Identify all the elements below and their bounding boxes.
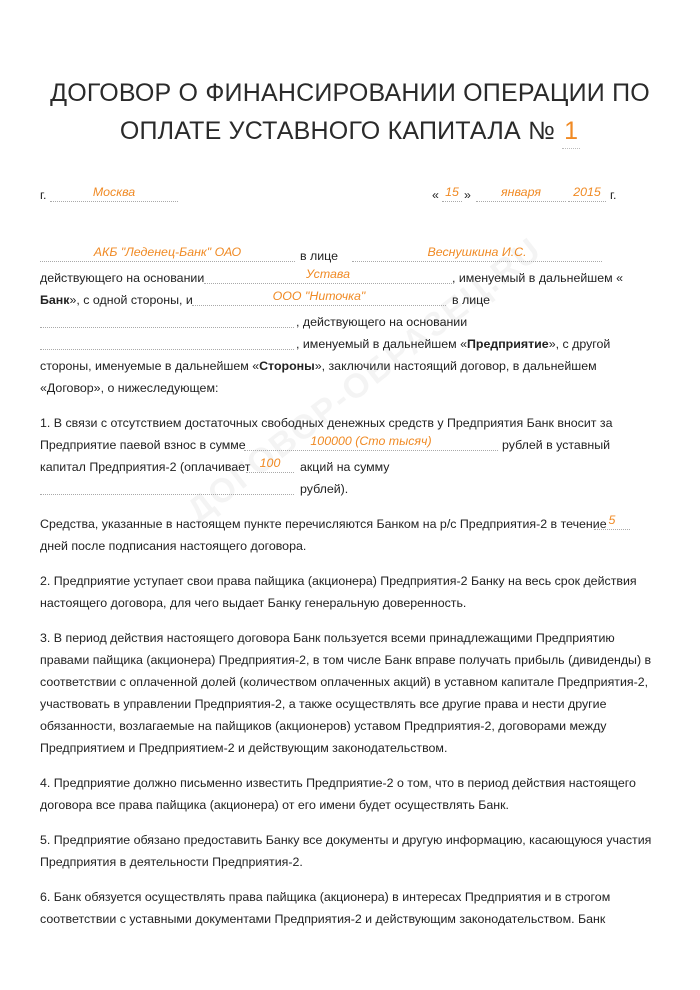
title-text: ОПЛАТЕ УСТАВНОГО КАПИТАЛА №	[119, 117, 555, 145]
p2-line-1: 2. Предприятие уступает свои права пайщика (акционера) Предприятия-2 Банку на весь срок действия	[40, 574, 637, 588]
p3-line-4: участвовать в управлении Предприятия-2, а также осуществлять все другие права и нести другие	[40, 697, 607, 711]
other-side-label: », с другой	[548, 337, 611, 351]
contract-number: 1	[564, 117, 579, 145]
city-field[interactable]: Москва	[50, 185, 178, 202]
contract-intro-line: «Договор», о нижеследующем:	[40, 381, 219, 395]
named-further-label: , именуемый в дальнейшем «	[452, 271, 623, 285]
p3-line-3: соответствии с оплаченной долей (количеством оплаченных акций) в уставном капитале Предприятия-2,	[40, 675, 649, 689]
named-further-label-2: , именуемый в дальнейшем «	[296, 337, 467, 351]
p1-line-3a: капитал Предприятия-2 (оплачивает	[40, 460, 251, 474]
company-rep-field[interactable]	[40, 311, 294, 328]
p1-line-6: дней после подписания настоящего договора.	[40, 539, 307, 553]
p1-line-2b: рублей в уставный	[502, 438, 611, 452]
bank-name-field[interactable]: АКБ "Леденец-Банк" ОАО	[40, 245, 295, 262]
in-person-label-2: в лице	[452, 293, 491, 307]
sides-prefix: стороны, именуемые в дальнейшем «	[40, 359, 260, 373]
year-field[interactable]: 2015	[568, 185, 606, 202]
p6-line-2: соответствии с уставными документами Предприятия-2 и действующим законодательством. Банк	[40, 912, 606, 926]
p1-line-1: 1. В связи с отсутствием достаточных свободных денежных средств у Предприятия Банк вносит за	[40, 416, 613, 430]
p4-line-1: 4. Предприятие должно письменно известить Предприятие-2 о том, что в период действия настоящего	[40, 776, 636, 790]
company-basis-field[interactable]	[40, 333, 294, 350]
acting-basis-label: действующего на основании	[40, 271, 205, 285]
bank-role-line	[40, 292, 193, 308]
p3-line-6: Предприятием и Предприятием-2 и действующим законодательством.	[40, 741, 448, 755]
shares-sum-field[interactable]	[40, 478, 294, 495]
title-line-2	[20, 114, 680, 149]
p3-line-5: обязанности, возлагаемые на пайщиков (акционеров) уставом Предприятия-2, договорами между	[40, 719, 607, 733]
amount-field[interactable]: 100000 (Сто тысяч)	[244, 434, 498, 451]
sides-line	[40, 358, 597, 374]
year-suffix: г.	[610, 188, 617, 202]
quote-close: »	[464, 188, 471, 202]
quote-open: «	[432, 188, 439, 202]
bank-basis-field[interactable]: Устава	[204, 267, 452, 284]
p1-line-3b: акций на сумму	[300, 460, 390, 474]
p5-line-1: 5. Предприятие обязано предоставить Банку все документы и другую информацию, касающуюся участия	[40, 833, 652, 847]
city-prefix: г.	[40, 188, 47, 202]
sides-label: Стороны	[259, 359, 315, 373]
p2-line-2: настоящего договора, для чего выдает Банку генеральную доверенность.	[40, 596, 467, 610]
p1-line-2a: Предприятие паевой взнос в сумме	[40, 438, 246, 452]
p1-line-5: Средства, указанные в настоящем пункте перечисляются Банком на р/с Предприятия-2 в течение	[40, 517, 607, 531]
bank-rep-field[interactable]: Веснушкина И.С.	[352, 245, 602, 262]
one-side-label: », с одной стороны, и	[69, 293, 193, 307]
in-person-label: в лице	[300, 249, 339, 263]
p5-line-2: Предприятия в деятельности Предприятия-2.	[40, 855, 303, 869]
company-label: Предприятие	[466, 337, 549, 351]
sides-suffix: », заключили настоящий договор, в дальнейшем	[314, 359, 597, 373]
company-name-field[interactable]: ООО "Ниточка"	[192, 289, 446, 306]
bank-label: Банк	[40, 293, 70, 307]
day-field[interactable]: 15	[442, 185, 462, 202]
month-field[interactable]: января	[476, 185, 566, 202]
title-line-1: ДОГОВОР О ФИНАНСИРОВАНИИ ОПЕРАЦИИ ПО	[50, 79, 650, 107]
p3-line-1: 3. В период действия настоящего договора Банк пользуется всеми принадлежащими Предприятию	[40, 631, 615, 645]
acting-basis-label-2: , действующего на основании	[296, 315, 468, 329]
company-role-line	[296, 336, 610, 352]
p1-line-4: рублей).	[300, 482, 349, 496]
days-field[interactable]: 5	[594, 513, 630, 530]
shares-field[interactable]: 100	[246, 456, 294, 473]
p4-line-2: договора все права пайщика (акционера) от его имени будет осуществлять Банк.	[40, 798, 509, 812]
p3-line-2: правами пайщика (акционера) Предприятия-2, в том числе Банк вправе получать прибыль (дивиденды) в	[40, 653, 652, 667]
p6-line-1: 6. Банк обязуется осуществлять права пайщика (акционера) в интересах Предприятия и в строгом	[40, 890, 611, 904]
